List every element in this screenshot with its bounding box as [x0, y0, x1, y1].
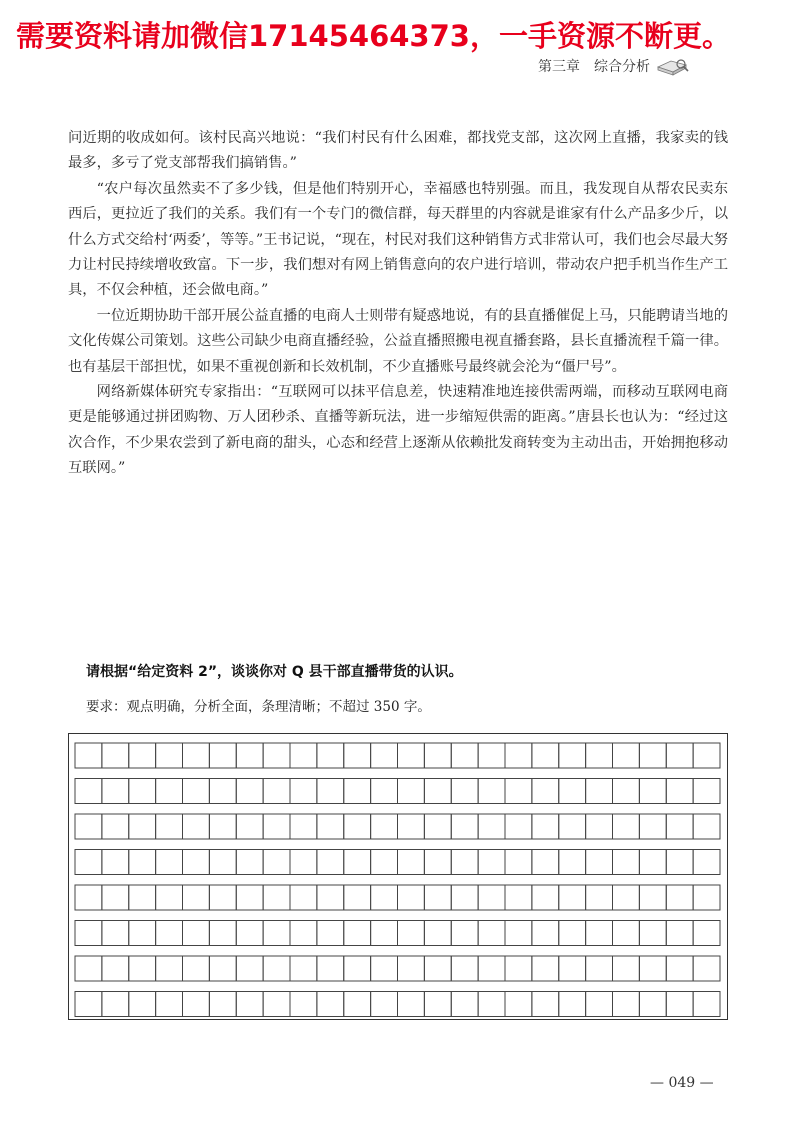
answer-cell[interactable] [263, 956, 290, 981]
answer-cell[interactable] [371, 921, 398, 946]
answer-cell[interactable] [666, 956, 693, 981]
answer-grid-lines [69, 734, 726, 1018]
answer-cell[interactable] [209, 850, 236, 875]
answer-cell[interactable] [183, 779, 210, 804]
answer-cell[interactable] [559, 850, 586, 875]
answer-cell[interactable] [371, 743, 398, 768]
answer-cell[interactable] [586, 779, 613, 804]
answer-cell[interactable] [317, 956, 344, 981]
answer-cell[interactable] [639, 814, 666, 839]
answer-cell[interactable] [156, 743, 183, 768]
answer-cell[interactable] [183, 921, 210, 946]
answer-cell[interactable] [263, 814, 290, 839]
paragraph: 网络新媒体研究专家指出：“互联网可以抹平信息差，快速精准地连接供需两端，而移动互联网电商更是能够通过拼团购物、万人团秒杀、直播等新玩法，进一步缩短供需的距离。”唐县长也认为：“经过这次合作，不少果农尝到了新电商的甜头，心态和经营上逐渐从依赖批发商转变为主动出击，开始拥抱移动互联网。” [68, 384, 728, 477]
answer-cell[interactable] [371, 956, 398, 981]
page-number: — 049 — [650, 1075, 714, 1091]
chapter-title: 第三章 综合分析 [538, 59, 650, 75]
answer-cell[interactable] [586, 992, 613, 1017]
answer-cell[interactable] [693, 814, 720, 839]
answer-cell[interactable] [478, 850, 505, 875]
answer-cell[interactable] [75, 850, 102, 875]
answer-cell[interactable] [505, 992, 532, 1017]
answer-cell[interactable] [451, 779, 478, 804]
answer-cell[interactable] [75, 743, 102, 768]
answer-cell[interactable] [102, 992, 129, 1017]
answer-cell[interactable] [586, 885, 613, 910]
answer-cell[interactable] [559, 885, 586, 910]
question-requirement: 要求：观点明确，分析全面，条理清晰；不超过 350 字。 [86, 699, 431, 715]
answer-cell[interactable] [183, 850, 210, 875]
answer-cell[interactable] [344, 779, 371, 804]
answer-cell[interactable] [532, 743, 559, 768]
answer-cell[interactable] [532, 814, 559, 839]
answer-cell[interactable] [398, 956, 425, 981]
answer-cell[interactable] [317, 885, 344, 910]
answer-cell[interactable] [263, 921, 290, 946]
answer-cell[interactable] [639, 992, 666, 1017]
answer-cell[interactable] [586, 814, 613, 839]
answer-cell[interactable] [209, 992, 236, 1017]
answer-cell[interactable] [424, 779, 451, 804]
answer-cell[interactable] [586, 921, 613, 946]
answer-cell[interactable] [666, 921, 693, 946]
answer-cell[interactable] [263, 992, 290, 1017]
answer-cell[interactable] [693, 921, 720, 946]
answer-cell[interactable] [398, 779, 425, 804]
answer-cell[interactable] [263, 743, 290, 768]
answer-cell[interactable] [236, 779, 263, 804]
answer-cell[interactable] [613, 814, 640, 839]
answer-cell[interactable] [75, 779, 102, 804]
answer-cell[interactable] [129, 956, 156, 981]
answer-cell[interactable] [344, 743, 371, 768]
answer-cell[interactable] [424, 921, 451, 946]
answer-cell[interactable] [666, 743, 693, 768]
answer-cell[interactable] [102, 885, 129, 910]
answer-cell[interactable] [317, 743, 344, 768]
answer-cell[interactable] [290, 743, 317, 768]
answer-cell[interactable] [290, 921, 317, 946]
answer-cell[interactable] [156, 885, 183, 910]
answer-cell[interactable] [129, 921, 156, 946]
paragraph: “农户每次虽然卖不了多少钱，但是他们特别开心，幸福感也特别强。而且，我发现自从帮农民卖东西后，更拉近了我们的关系。我们有一个专门的微信群，每天群里的内容就是谁家有什么产品多少斤，以什么方式交给村‘两委’，等等。”王书记说，“现在，村民对我们这种销售方式非常认可，我们也会尽最大努力让村民持续增收致富。下一步，我们想对有网上销售意向的农户进行培训，带动农户把手机当作生产工具，不仅会种植，还会做电商。” [68, 180, 728, 299]
answer-cell[interactable] [505, 814, 532, 839]
answer-cell[interactable] [344, 956, 371, 981]
answer-cell[interactable] [129, 743, 156, 768]
answer-cell[interactable] [236, 956, 263, 981]
answer-cell[interactable] [290, 850, 317, 875]
answer-cell[interactable] [559, 956, 586, 981]
answer-cell[interactable] [451, 921, 478, 946]
answer-cell[interactable] [209, 779, 236, 804]
answer-cell[interactable] [183, 814, 210, 839]
answer-cell[interactable] [693, 956, 720, 981]
answer-cell[interactable] [613, 992, 640, 1017]
answer-cell[interactable] [586, 956, 613, 981]
question-prompt: 请根据“给定资料 2”，谈谈你对 Q 县干部直播带货的认识。 [86, 664, 463, 680]
answer-cell[interactable] [102, 956, 129, 981]
answer-cell[interactable] [532, 921, 559, 946]
answer-cell[interactable] [398, 921, 425, 946]
answer-cell[interactable] [371, 992, 398, 1017]
answer-cell[interactable] [451, 885, 478, 910]
answer-cell[interactable] [317, 921, 344, 946]
answer-cell[interactable] [102, 814, 129, 839]
answer-cell[interactable] [559, 814, 586, 839]
answer-cell[interactable] [613, 743, 640, 768]
answer-cell[interactable] [209, 921, 236, 946]
answer-cell[interactable] [505, 956, 532, 981]
answer-cell[interactable] [613, 885, 640, 910]
answer-cell[interactable] [344, 992, 371, 1017]
answer-cell[interactable] [424, 885, 451, 910]
answer-cell[interactable] [693, 779, 720, 804]
answer-cell[interactable] [263, 885, 290, 910]
answer-cell[interactable] [209, 885, 236, 910]
book-magnifier-icon [656, 55, 690, 77]
answer-cell[interactable] [236, 921, 263, 946]
answer-cell[interactable] [586, 850, 613, 875]
answer-cell[interactable] [344, 885, 371, 910]
answer-cell[interactable] [183, 992, 210, 1017]
answer-cell[interactable] [209, 743, 236, 768]
answer-cell[interactable] [532, 850, 559, 875]
answer-cell[interactable] [371, 779, 398, 804]
answer-cell[interactable] [478, 779, 505, 804]
answer-cell[interactable] [451, 743, 478, 768]
answer-cell[interactable] [478, 814, 505, 839]
answer-cell[interactable] [639, 743, 666, 768]
answer-cell[interactable] [317, 850, 344, 875]
answer-cell[interactable] [613, 779, 640, 804]
answer-cell[interactable] [505, 921, 532, 946]
answer-cell[interactable] [398, 992, 425, 1017]
paragraph: 问近期的收成如何。该村民高兴地说：“我们村民有什么困难，都找党支部，这次网上直播，我家卖的钱最多，多亏了党支部帮我们搞销售。” [68, 130, 728, 172]
answer-cell[interactable] [559, 743, 586, 768]
answer-cell[interactable] [505, 779, 532, 804]
answer-cell[interactable] [398, 850, 425, 875]
answer-cell[interactable] [505, 743, 532, 768]
answer-cell[interactable] [209, 956, 236, 981]
answer-cell[interactable] [236, 850, 263, 875]
answer-cell[interactable] [639, 885, 666, 910]
answer-cell[interactable] [236, 743, 263, 768]
answer-cell[interactable] [129, 850, 156, 875]
answer-cell[interactable] [693, 992, 720, 1017]
answer-cell[interactable] [75, 921, 102, 946]
answer-cell[interactable] [156, 814, 183, 839]
answer-cell[interactable] [290, 885, 317, 910]
answer-cell[interactable] [693, 850, 720, 875]
answer-cell[interactable] [75, 814, 102, 839]
answer-cell[interactable] [398, 814, 425, 839]
answer-cell[interactable] [693, 885, 720, 910]
answer-cell[interactable] [424, 956, 451, 981]
answer-cell[interactable] [559, 992, 586, 1017]
answer-cell[interactable] [478, 956, 505, 981]
answer-cell[interactable] [102, 779, 129, 804]
answer-cell[interactable] [236, 992, 263, 1017]
answer-cell[interactable] [532, 992, 559, 1017]
answer-cell[interactable] [532, 885, 559, 910]
answer-cell[interactable] [129, 814, 156, 839]
answer-cell[interactable] [505, 885, 532, 910]
answer-cell[interactable] [424, 743, 451, 768]
answer-cell[interactable] [236, 885, 263, 910]
answer-cell[interactable] [613, 921, 640, 946]
answer-cell[interactable] [586, 743, 613, 768]
chapter-header [538, 55, 690, 77]
answer-cell[interactable] [129, 992, 156, 1017]
answer-cell[interactable] [613, 956, 640, 981]
answer-cell[interactable] [102, 850, 129, 875]
answer-cell[interactable] [290, 956, 317, 981]
answer-grid[interactable] [68, 733, 728, 1020]
answer-cell[interactable] [209, 814, 236, 839]
answer-cell[interactable] [102, 921, 129, 946]
answer-cell[interactable] [129, 885, 156, 910]
answer-cell[interactable] [371, 814, 398, 839]
answer-cell[interactable] [290, 779, 317, 804]
answer-cell[interactable] [451, 814, 478, 839]
answer-cell[interactable] [371, 885, 398, 910]
answer-cell[interactable] [156, 850, 183, 875]
answer-cell[interactable] [75, 956, 102, 981]
answer-cell[interactable] [451, 992, 478, 1017]
answer-cell[interactable] [613, 850, 640, 875]
answer-cell[interactable] [236, 814, 263, 839]
answer-cell[interactable] [559, 921, 586, 946]
answer-cell[interactable] [129, 779, 156, 804]
answer-cell[interactable] [666, 779, 693, 804]
answer-cell[interactable] [451, 956, 478, 981]
answer-cell[interactable] [478, 743, 505, 768]
answer-cell[interactable] [693, 743, 720, 768]
answer-cell[interactable] [290, 814, 317, 839]
answer-cell[interactable] [183, 885, 210, 910]
answer-cell[interactable] [424, 850, 451, 875]
answer-cell[interactable] [156, 992, 183, 1017]
answer-cell[interactable] [639, 956, 666, 981]
answer-cell[interactable] [532, 779, 559, 804]
answer-cell[interactable] [505, 850, 532, 875]
answer-cell[interactable] [532, 956, 559, 981]
answer-cell[interactable] [424, 814, 451, 839]
answer-cell[interactable] [344, 850, 371, 875]
answer-cell[interactable] [451, 850, 478, 875]
answer-cell[interactable] [156, 921, 183, 946]
answer-cell[interactable] [344, 921, 371, 946]
answer-cell[interactable] [639, 850, 666, 875]
answer-cell[interactable] [371, 850, 398, 875]
answer-cell[interactable] [75, 885, 102, 910]
answer-cell[interactable] [398, 743, 425, 768]
answer-cell[interactable] [666, 885, 693, 910]
material-text [68, 126, 728, 482]
answer-cell[interactable] [263, 850, 290, 875]
answer-cell[interactable] [424, 992, 451, 1017]
answer-cell[interactable] [478, 921, 505, 946]
watermark-banner: 需要资料请加微信17145464373，一手资源不断更。 [16, 19, 731, 53]
paragraph: 一位近期协助干部开展公益直播的电商人士则带有疑惑地说，有的县直播催促上马，只能聘请当地的文化传媒公司策划。这些公司缺少电商直播经验，公益直播照搬电视直播套路，县长直播流程千篇一律。也有基层干部担忧，如果不重视创新和长效机制，不少直播账号最终就会沦为“僵尸号”。 [68, 307, 728, 375]
answer-cell[interactable] [183, 956, 210, 981]
answer-cell[interactable] [666, 992, 693, 1017]
answer-cell[interactable] [398, 885, 425, 910]
answer-cell[interactable] [317, 779, 344, 804]
answer-cell[interactable] [317, 992, 344, 1017]
answer-cell[interactable] [639, 779, 666, 804]
answer-cell[interactable] [263, 779, 290, 804]
answer-cell[interactable] [478, 992, 505, 1017]
answer-cell[interactable] [344, 814, 371, 839]
answer-cell[interactable] [156, 779, 183, 804]
answer-cell[interactable] [102, 743, 129, 768]
answer-cell[interactable] [290, 992, 317, 1017]
answer-cell[interactable] [183, 743, 210, 768]
answer-cell[interactable] [559, 779, 586, 804]
answer-cell[interactable] [666, 814, 693, 839]
answer-cell[interactable] [75, 992, 102, 1017]
answer-cell[interactable] [478, 885, 505, 910]
answer-cell[interactable] [156, 956, 183, 981]
answer-cell[interactable] [317, 814, 344, 839]
answer-cell[interactable] [666, 850, 693, 875]
answer-cell[interactable] [639, 921, 666, 946]
